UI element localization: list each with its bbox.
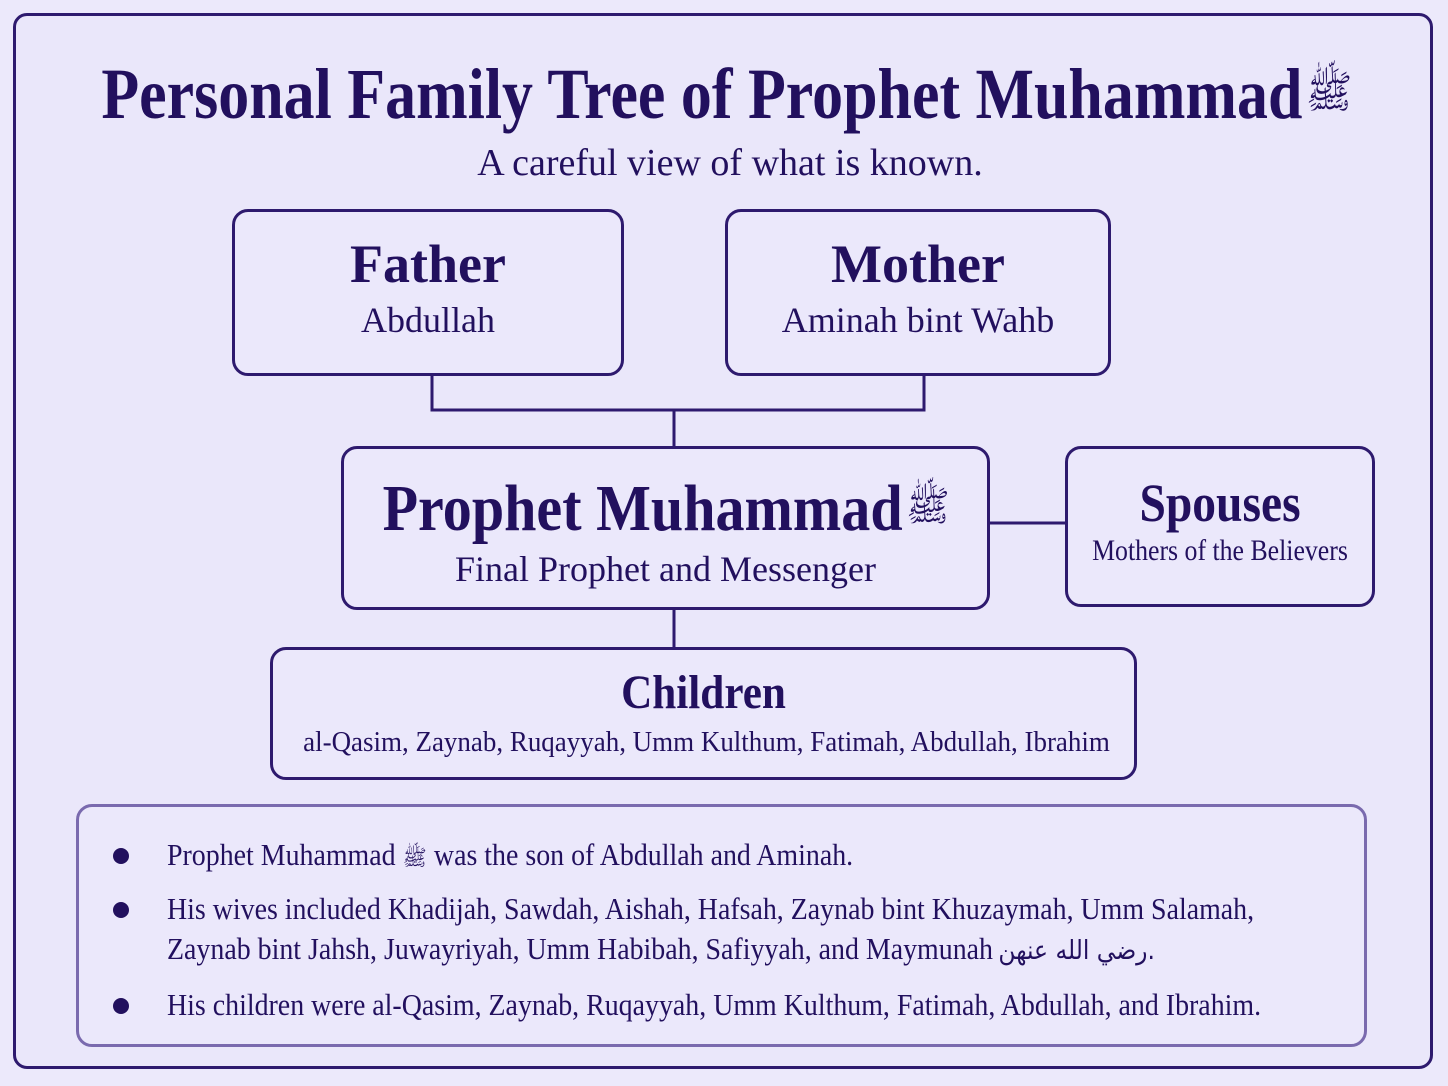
- father-heading: Father: [350, 234, 506, 294]
- note-text-part: Zaynab bint Jahsh, Juwayriyah, Umm Habibah, Safiyyah, and Maymunah: [167, 931, 993, 966]
- prophet-description: Final Prophet and Messenger: [455, 549, 876, 590]
- mother-heading: Mother: [831, 234, 1005, 294]
- father-name: Abdullah: [361, 300, 495, 340]
- children-heading: Children: [621, 666, 786, 719]
- mother-name: Aminah bint Wahb: [781, 300, 1055, 340]
- spouses-node: [1065, 446, 1375, 607]
- children-names: al-Qasim, Zaynab, Ruqayyah, Umm Kulthum, Fatimah, Abdullah, Ibrahim: [303, 726, 1110, 758]
- note-text-part: Prophet Muhammad: [167, 837, 396, 872]
- children-node: [270, 647, 1137, 780]
- note-text: His children were al-Qasim, Zaynab, Ruqayyah, Umm Kulthum, Fatimah, Abdullah, and Ibrahim.: [167, 987, 1262, 1022]
- prophet-name: Prophet Muhammad: [382, 472, 903, 546]
- prophet-heading: [383, 469, 949, 546]
- note-text: [167, 835, 853, 879]
- title-honorific: ﷺ: [1305, 66, 1353, 118]
- page-title: [101, 52, 1353, 135]
- bullet-icon: [113, 902, 129, 918]
- bullet-icon: [113, 998, 129, 1014]
- bullet-icon: [113, 848, 129, 864]
- spouses-heading: Spouses: [1139, 473, 1301, 533]
- spouses-description: Mothers of the Believers: [1092, 534, 1348, 567]
- father-node: [232, 209, 624, 376]
- prophet-honorific: ﷺ: [906, 482, 950, 530]
- page-subtitle: A careful view of what is known.: [477, 142, 983, 184]
- mother-node: [725, 209, 1111, 376]
- prophet-node: [341, 446, 990, 610]
- note-text-line: [167, 929, 1155, 971]
- note-arabic-text: رضي الله عنهن.: [998, 936, 1155, 966]
- note-text-line: His wives included Khadijah, Sawdah, Aishah, Hafsah, Zaynab bint Khuzaymah, Umm Salamah,: [167, 891, 1255, 926]
- title-text: Personal Family Tree of Prophet Muhammad: [101, 54, 1303, 135]
- note-text-part: was the son of Abdullah and Aminah.: [433, 837, 854, 872]
- notes-panel: [76, 804, 1367, 1047]
- note-honorific: ﷺ: [402, 846, 427, 871]
